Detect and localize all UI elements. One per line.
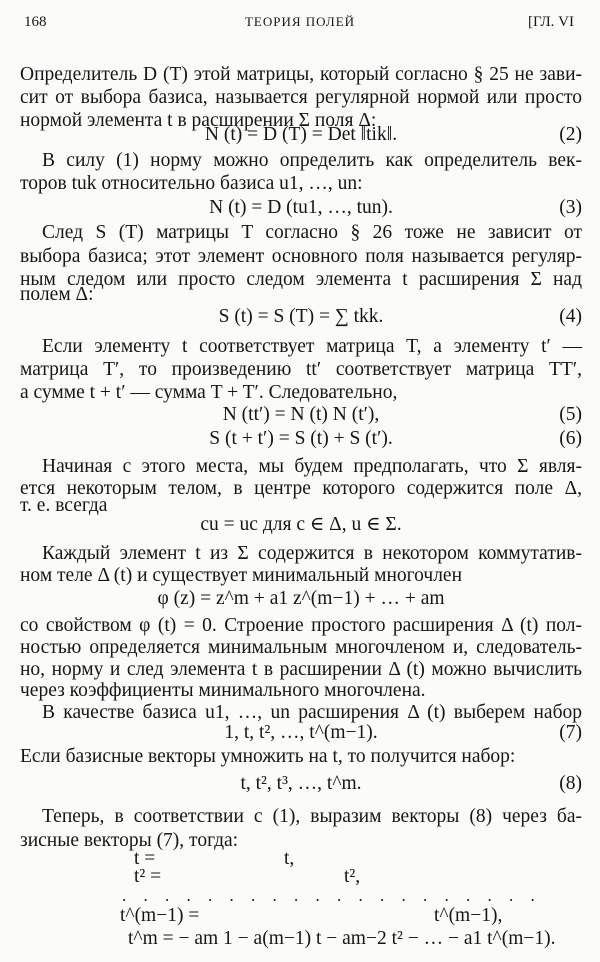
- text-line: через коэффициенты минимального многочлена.: [20, 680, 426, 701]
- text-line: сит от выбора базиса, называется регулярной нормой или просто: [20, 87, 582, 108]
- equation: S (t + t′) = S (t) + S (t′).: [209, 428, 393, 449]
- system-left: t^(m−1) =: [120, 905, 200, 926]
- text-line: ным следом или просто следом элемента t расширения Σ над: [20, 269, 582, 290]
- equation: φ (z) = z^m + a1 z^(m−1) + … + am: [157, 588, 445, 609]
- text-line: Теперь, в соответствии с (1), выразим векторы (8) через ба-: [42, 806, 582, 827]
- text-line: Начиная с этого места, мы будем предполагать, что Σ явля-: [42, 456, 582, 477]
- running-header: [0, 14, 600, 38]
- chapter-marker: [ГЛ. VI: [527, 14, 574, 30]
- equation: cu = uc для c ∈ Δ, u ∈ Σ.: [200, 514, 402, 535]
- equation-number: (6): [559, 428, 582, 449]
- running-title: ТЕОРИЯ ПОЛЕЙ: [244, 14, 356, 29]
- text-line: Каждый элемент t из Σ содержится в некотором коммутатив-: [42, 543, 582, 564]
- equation-number: (3): [559, 197, 582, 218]
- text-line: Если базисные векторы умножить на t, то получится набор:: [20, 746, 516, 767]
- equation: N (t) = D (T) = Det ‖tik‖.: [204, 124, 398, 145]
- text-line: Если элементу t соответствует матрица T, а элементу t′ —: [42, 336, 582, 357]
- text-line: ется некоторым телом, в центре которого содержится поле Δ,: [20, 478, 582, 499]
- text-line: полем Δ:: [20, 284, 94, 305]
- text-line: со свойством φ (t) = 0. Строение простого расширения Δ (t) пол-: [20, 615, 582, 636]
- equation: t, t², t³, …, t^m.: [240, 773, 362, 794]
- text-line: След S (T) матрицы T согласно § 26 тоже не зависит от: [42, 222, 582, 243]
- text-line: торов tuk относительно базиса u1, …, un:: [20, 173, 363, 194]
- text-line: Определитель D (T) этой матрицы, который согласно § 25 не зави-: [20, 64, 582, 85]
- equation-number: (4): [559, 306, 582, 327]
- system-right: t^(m−1),: [434, 905, 503, 926]
- text-line: ностью определяется минимальным многочленом и, следователь-: [20, 637, 582, 658]
- text-line: зисные векторы (7), тогда:: [20, 830, 239, 851]
- text-line: выбора базиса; этот элемент основного поля называется регуляр-: [20, 246, 582, 267]
- equation: N (tt′) = N (t) N (t′),: [222, 404, 380, 425]
- equation-number: (7): [559, 722, 582, 743]
- equation: 1, t, t², …, t^(m−1).: [224, 722, 378, 743]
- equation-number: (8): [559, 773, 582, 794]
- system-left: t² =: [134, 866, 162, 887]
- system-right: t,: [284, 848, 295, 869]
- text-line: ном теле Δ (t) и существует минимальный многочлен: [20, 565, 463, 586]
- text-line: т. е. всегда: [20, 495, 108, 516]
- system-dots: . . . . . . . . . . . . . . . . . . . .: [122, 886, 542, 905]
- system-last-row: t^m = − am 1 − a(m−1) t − am−2 t² − … − a1 t^(m−1).: [128, 928, 556, 949]
- equation: S (t) = S (T) = ∑ tkk.: [218, 306, 384, 327]
- text-line: нормой элемента t в расширении Σ поля Δ:: [20, 110, 377, 131]
- page-number: 168: [24, 14, 47, 30]
- equation-number: (5): [559, 404, 582, 425]
- text-line: матрица T′, то произведению tt′ соответствует матрица TT′,: [20, 359, 582, 380]
- text-line: а сумме t + t′ — сумма T + T′. Следовательно,: [20, 382, 398, 403]
- equation: N (t) = D (tu1, …, tun).: [209, 197, 393, 218]
- text-line: В качестве базиса u1, …, un расширения Δ (t) выберем набор: [42, 702, 582, 723]
- text-line: но, норму и след элемента t в расширении Δ (t) можно вычислить: [20, 659, 582, 680]
- equation-number: (2): [559, 124, 582, 145]
- system-left: t =: [134, 848, 156, 869]
- system-right: t²,: [344, 866, 361, 887]
- text-line: В силу (1) норму можно определить как определитель век-: [42, 150, 582, 171]
